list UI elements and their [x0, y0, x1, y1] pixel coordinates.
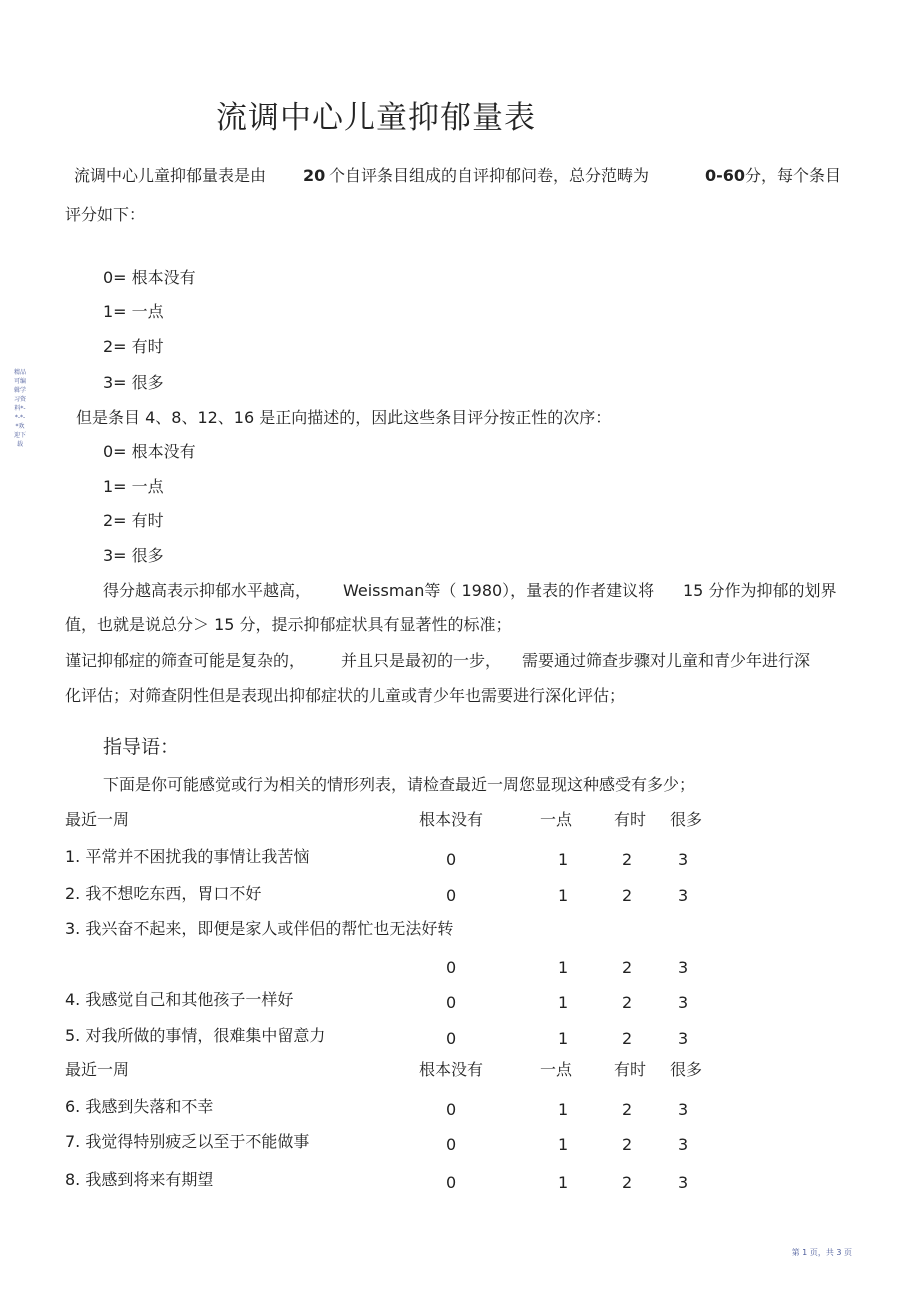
score-1[interactable]: 1 [558, 886, 569, 905]
table-header-c0: 根本没有 [419, 1060, 484, 1079]
scale-b-item: 1= 一点 [103, 477, 164, 496]
intro-line2: 评分如下： [65, 205, 146, 224]
cutoff-d: 值，也就是说总分＞ 15 分，提示抑郁症状具有显著性的标准； [65, 615, 512, 634]
score-3[interactable]: 3 [678, 958, 689, 977]
score-3[interactable]: 3 [678, 1029, 689, 1048]
score-2[interactable]: 2 [622, 1100, 633, 1119]
item-label: 6. 我感到失落和不幸 [65, 1097, 214, 1116]
score-0[interactable]: 0 [446, 1135, 457, 1154]
score-1[interactable]: 1 [558, 1100, 569, 1119]
guide-title: 指导语： [103, 736, 180, 758]
positive-note: 但是条目 4、8、12、16 是正向描述的，因此这些条目评分按正性的次序： [76, 408, 612, 427]
sidebar-watermark: 精品可编辑学习资料*-*-*-*欢迎下载 [14, 369, 27, 448]
caution-b: 并且只是最初的一步， [341, 651, 502, 670]
item-label: 5. 对我所做的事情，很难集中留意力 [65, 1026, 326, 1045]
table-header-c0: 根本没有 [419, 810, 484, 829]
score-3[interactable]: 3 [678, 1100, 689, 1119]
score-2[interactable]: 2 [622, 1029, 633, 1048]
score-0[interactable]: 0 [446, 1100, 457, 1119]
score-3[interactable]: 3 [678, 993, 689, 1012]
page-footer: 第 1 页，共 3 页 [791, 1248, 852, 1257]
score-0[interactable]: 0 [446, 886, 457, 905]
score-2[interactable]: 2 [622, 993, 633, 1012]
score-1[interactable]: 1 [558, 958, 569, 977]
table-header-c3: 很多 [670, 810, 703, 829]
item-label: 7. 我觉得特别疲乏以至于不能做事 [65, 1132, 310, 1151]
intro-part3: 分，每个条目 [745, 166, 842, 185]
score-1[interactable]: 1 [558, 1029, 569, 1048]
score-3[interactable]: 3 [678, 886, 689, 905]
scale-b-item: 0= 根本没有 [103, 442, 196, 461]
page-title: 流调中心儿童抑郁量表 [216, 100, 536, 136]
score-0[interactable]: 0 [446, 958, 457, 977]
intro-range: 0-60 [705, 166, 746, 185]
score-2[interactable]: 2 [622, 1135, 633, 1154]
table-header-c1: 一点 [540, 1060, 573, 1079]
score-3[interactable]: 3 [678, 1173, 689, 1192]
item-label: 8. 我感到将来有期望 [65, 1170, 214, 1189]
item-label: 1. 平常并不困扰我的事情让我苦恼 [65, 847, 310, 866]
table-header-c2: 有时 [614, 1060, 647, 1079]
cutoff-b: Weissman等（ 1980），量表的作者建议将 [343, 581, 655, 600]
cutoff-a: 得分越高表示抑郁水平越高， [103, 581, 312, 600]
caution-c: 需要通过筛查步骤对儿童和青少年进行深 [522, 651, 811, 670]
score-1[interactable]: 1 [558, 1173, 569, 1192]
scale-a-item: 2= 有时 [103, 337, 164, 356]
item-label: 3. 我兴奋不起来，即便是家人或伴侣的帮忙也无法好转 [65, 919, 454, 938]
score-1[interactable]: 1 [558, 1135, 569, 1154]
score-0[interactable]: 0 [446, 850, 457, 869]
score-0[interactable]: 0 [446, 993, 457, 1012]
score-2[interactable]: 2 [622, 850, 633, 869]
score-2[interactable]: 2 [622, 886, 633, 905]
score-1[interactable]: 1 [558, 993, 569, 1012]
score-1[interactable]: 1 [558, 850, 569, 869]
caution-d: 化评估；对筛查阴性但是表现出抑郁症状的儿童或青少年也需要进行深化评估； [65, 686, 626, 705]
cutoff-c: 15 分作为抑郁的划界 [683, 581, 837, 600]
table-header-period: 最近一周 [65, 1060, 130, 1079]
scale-a-item: 0= 根本没有 [103, 268, 196, 287]
score-3[interactable]: 3 [678, 850, 689, 869]
item-label: 4. 我感觉自己和其他孩子一样好 [65, 990, 294, 1009]
scale-a-item: 1= 一点 [103, 302, 164, 321]
table-header-c1: 一点 [540, 810, 573, 829]
score-2[interactable]: 2 [622, 958, 633, 977]
caution-a: 谨记抑郁症的筛查可能是复杂的， [65, 651, 306, 670]
table-header-c3: 很多 [670, 1060, 703, 1079]
intro-count: 20 [303, 166, 326, 185]
scale-a-item: 3= 很多 [103, 373, 164, 392]
table-header-period: 最近一周 [65, 810, 130, 829]
intro-part1: 流调中心儿童抑郁量表是由 [74, 166, 267, 185]
guide-text: 下面是你可能感觉或行为相关的情形列表，请检查最近一周您显现这种感受有多少； [103, 775, 696, 794]
score-0[interactable]: 0 [446, 1029, 457, 1048]
scale-b-item: 3= 很多 [103, 546, 164, 565]
intro-part2: 个自评条目组成的自评抑郁问卷，总分范畴为 [329, 166, 650, 185]
score-0[interactable]: 0 [446, 1173, 457, 1192]
scale-b-item: 2= 有时 [103, 511, 164, 530]
score-2[interactable]: 2 [622, 1173, 633, 1192]
item-label: 2. 我不想吃东西，胃口不好 [65, 884, 262, 903]
table-header-c2: 有时 [614, 810, 647, 829]
score-3[interactable]: 3 [678, 1135, 689, 1154]
